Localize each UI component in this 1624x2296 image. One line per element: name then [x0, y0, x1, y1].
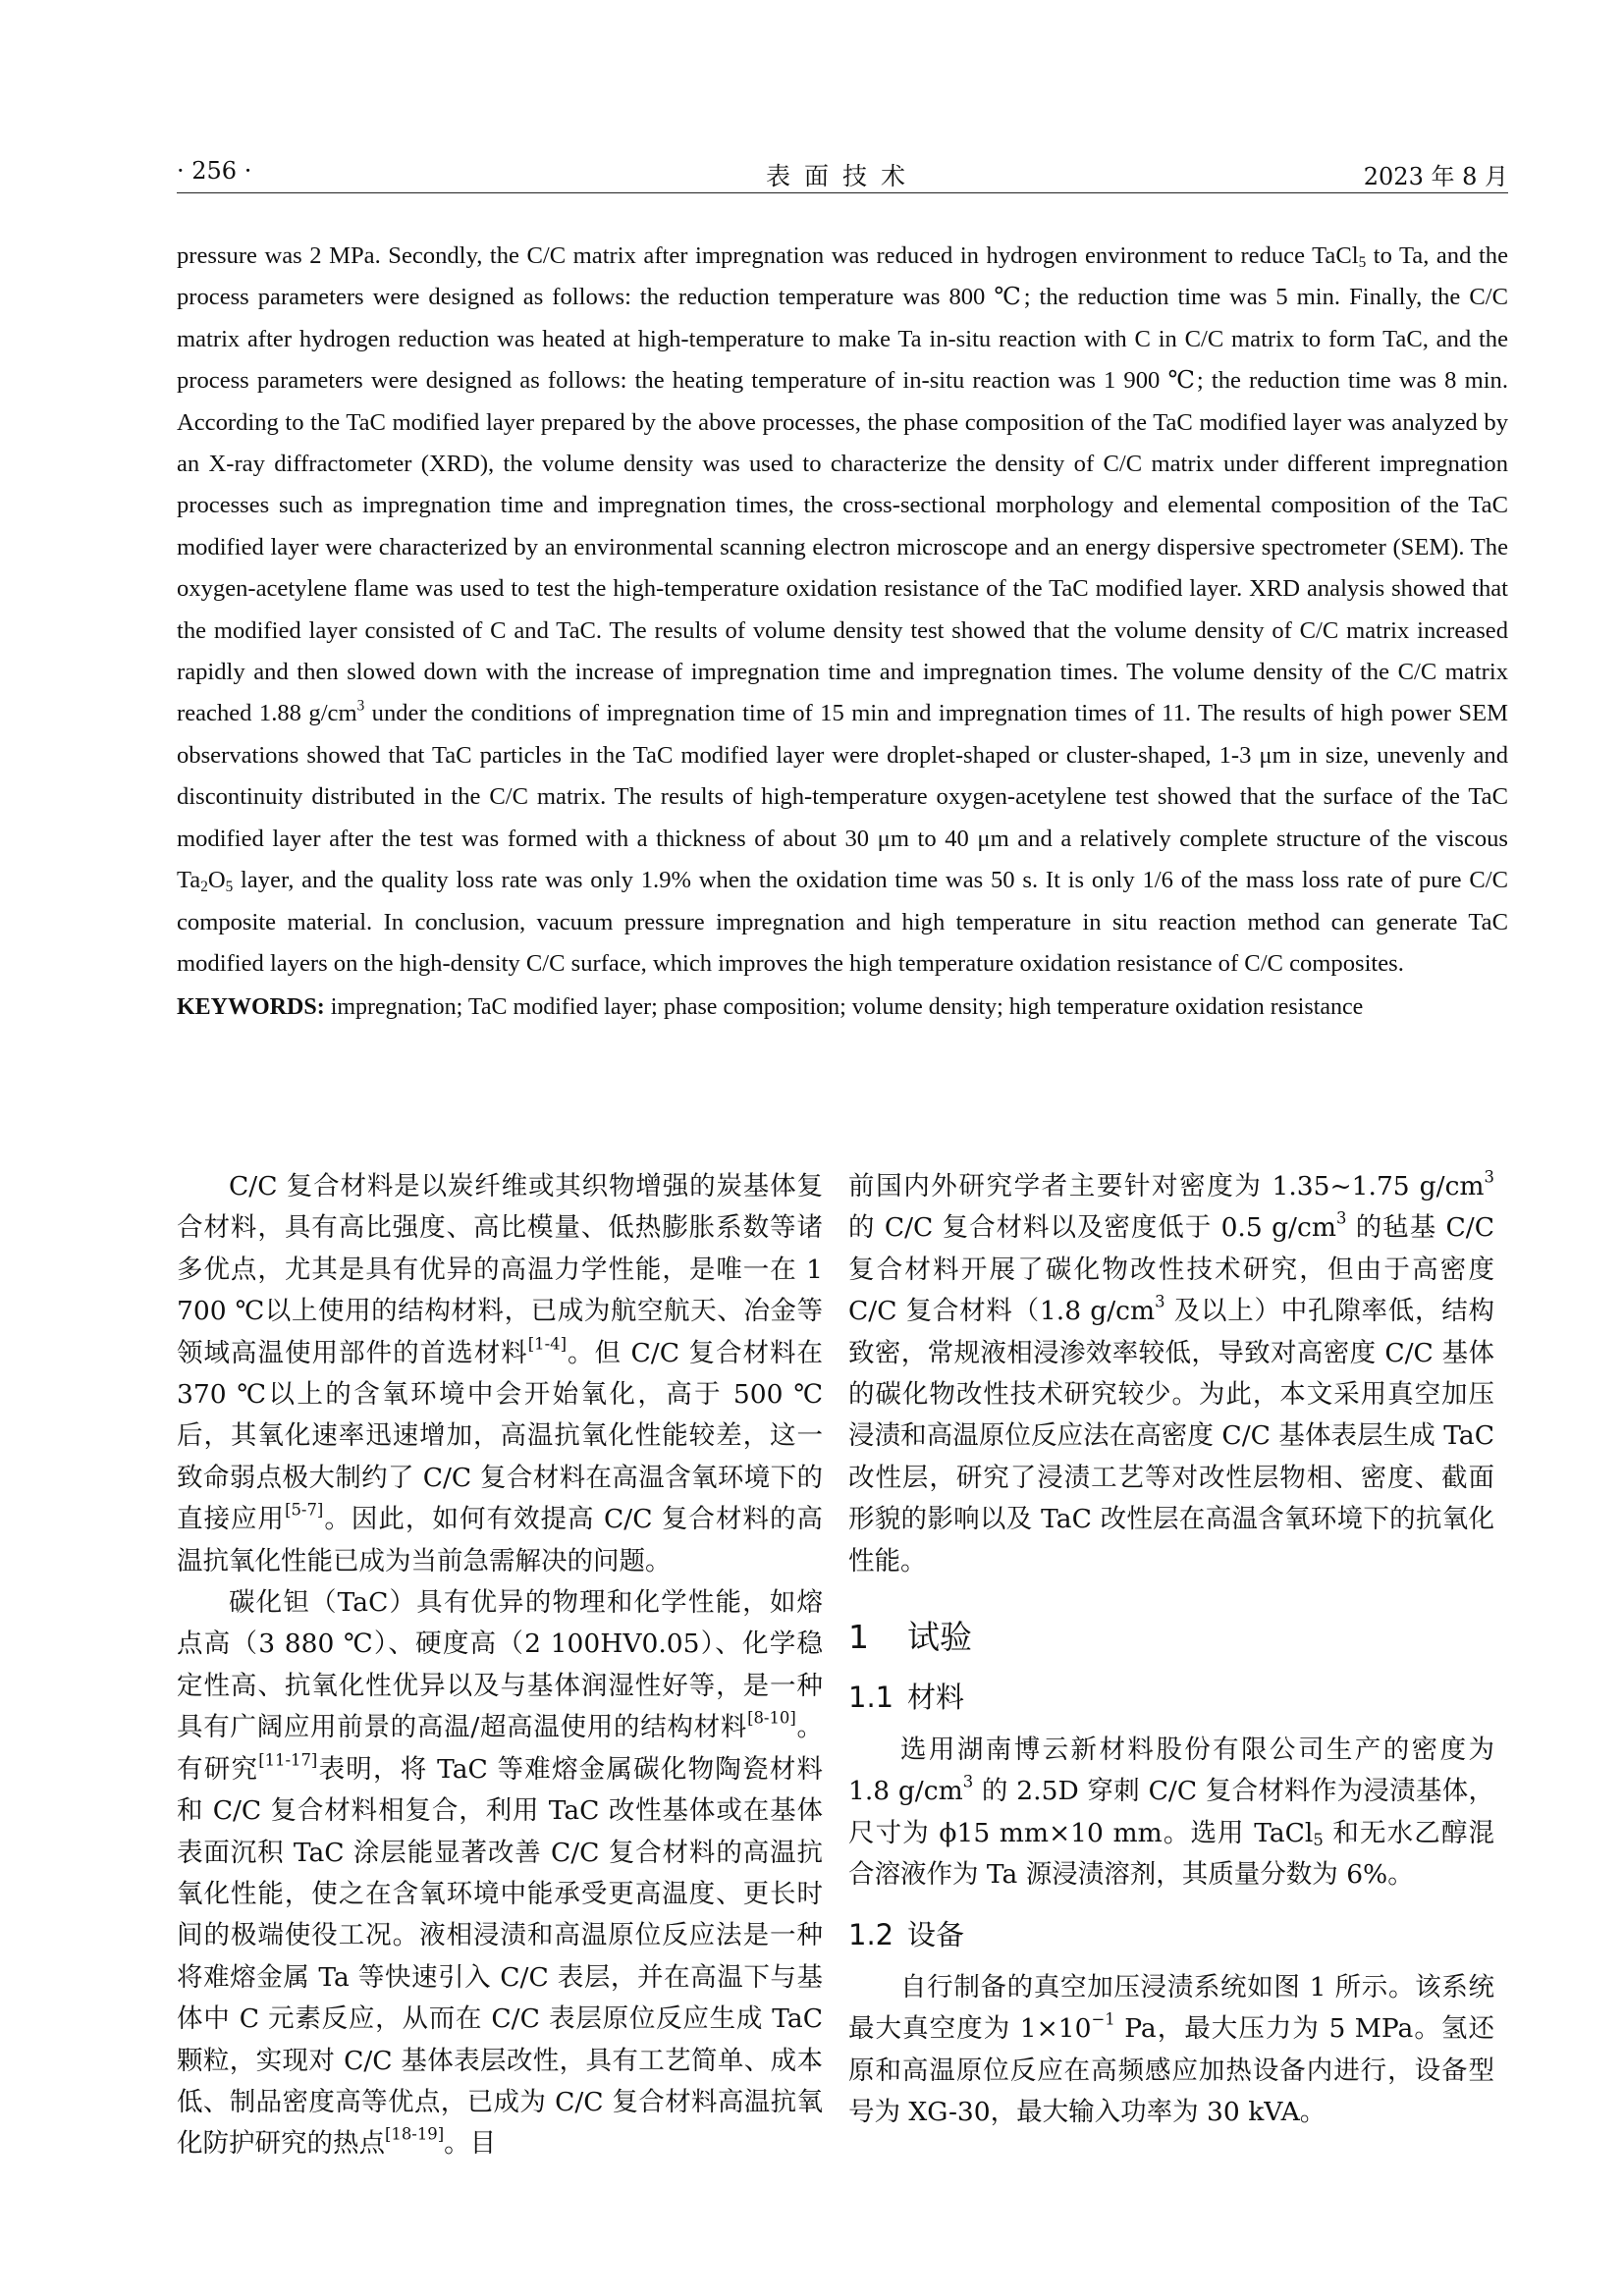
english-abstract [177, 236, 1508, 1028]
intro-paragraph-1: C/C 复合材料是以炭纤维或其织物增强的炭基体复合材料，具有高比强度、高比模量、低热膨胀系数等诸多优点，尤其是具有优异的高温力学性能，是唯一在 1 700 ℃以上使用的结构材料，已成为航空航天、冶金等领域高温使用部件的首选材料[1-4]。但 C/C 复合材料在 370 ℃以上的含氧环境中会开始氧化，高于 500 ℃后，其氧化速率迅速增加，高温抗氧化性能较差，这一致命弱点极大制约了 C/C 复合材料在高温含氧环境下的直接应用[5-7]。因此，如何有效提高 C/C 复合材料的高温抗氧化性能已成为当前急需解决的问题。 [177, 1171, 824, 1576]
keywords-line [177, 987, 1508, 1028]
keywords-text: impregnation; TaC modified layer; phase composition; volume density; high temperature oxidation resistance [324, 994, 1364, 1021]
intro-paragraph-2: 碳化钽（TaC）具有优异的物理和化学性能，如熔点高（3 880 ℃）、硬度高（2 100HV0.05）、化学稳定性高、抗氧化性优异以及与基体润湿性好等，是一种具有广阔应用前景的高温/超高温使用的结构材料[8-10]。有研究[11-17]表明，将 TaC 等难熔金属碳化物陶瓷材料和 C/C 复合材料相复合，利用 TaC 改性基体或在基体表面沉积 TaC 涂层能显著改善 C/C 复合材料的高温抗氧化性能，使之在含氧环境中能承受更高温度、更长时间的极端使役工况。液相浸渍和高温原位反应法是一种将难熔金属 Ta 等快速引入 C/C 表层，并在高温下与基体中 C 元素反应，从而在 C/C 表层原位反应生成 TaC 颗粒，实现对 C/C 基体表层改性，具有工艺简单、成本低、制品密度高等优点，已成为 C/C 复合材料高温抗氧化防护研究的热点[18-19]。目 [177, 1587, 823, 2160]
page-header [177, 157, 1508, 193]
intro-paragraph-2-cont: 前国内外研究学者主要针对密度为 1.35~1.75 $g/cm^3$ 的 C/C 复合材料以及密度低于 0.5 $g/cm^3$ 的毡基 C/C 复合材料开展了碳化物改性技术研究，但由于高密度 C/C 复合材料（1.8 $g/cm^3$ 及以上）中孔隙率低，结构致密，常规液相浸渗效率较低，导致对高密度 C/C 基体的碳化物改性技术研究较少。为此，本文采用真空加压浸渍和高温原位反应法在高密度 C/C 基体表层生成 TaC 改性层，研究了浸渍工艺等对改性层物相、密度、截面形貌的影响以及 TaC 改性层在高温含氧环境下的抗氧化性能。 [848, 1167, 1495, 1576]
right-column [848, 1166, 1494, 2133]
journal-title: 表面技术 [765, 162, 919, 190]
abstract-paragraph: pressure was 2 MPa. Secondly, the C/C matrix after impregnation was reduced in hydrogen environment to reduce TaCl$_5$ to Ta, and the process parameters were designed as follows: the reduction temperature was 800 ℃; the reduction time was 5 min. Finally, the C/C matrix after hydrogen reduction was heated at high-temperature to make Ta in-situ reaction with C in C/C matrix to form TaC, and the process parameters were designed as follows: the heating temperature of in-situ reaction was 1 900 ℃; the reduction time was 8 min. According to the TaC modified layer prepared by the above processes, the phase composition of the TaC modified layer was analyzed by an X-ray diffractometer (XRD), the volume density was used to characterize the density of C/C matrix under different impregnation processes such as impregnation time and impregnation times, the cross-sectional morphology and elemental composition of the TaC modified layer were characterized by an environmental scanning electron microscope and an energy dispersive spectrometer (SEM). The oxygen-acetylene flame was used to test the high-temperature oxidation resistance of the TaC modified layer. XRD analysis showed that the modified layer consisted of C and TaC. The results of volume density test showed that the volume density of C/C matrix increased rapidly and then slowed down with the increase of impregnation time and impregnation times. The volume density of the C/C matrix reached 1.88 $g/cm^3$ under the conditions of impregnation time of 15 min and impregnation times of 11. The results of high power SEM observations showed that TaC particles in the TaC modified layer were droplet-shaped or cluster-shaped, 1-3 μm in size, unevenly and discontinuity distributed in the C/C matrix. The results of high-temperature oxygen-acetylene test showed that the surface of the TaC modified layer after the test was formed with a thickness of about 30 μm to 40 μm and a relatively complete structure of the viscous $Ta_2O_5$ layer, and the quality loss rate was only 1.9% when the oxidation time was 50 s. It is only 1/6 of the mass loss rate of pure C/C composite material. In conclusion, vacuum pressure impregnation and high temperature in situ reaction method can generate TaC modified layers on the high-density C/C surface, which improves the high temperature oxidation resistance of C/C composites. [177, 242, 1508, 977]
issue-date: 2023 年 8 月 [1363, 163, 1508, 190]
section-heading-1-1: 1.1 材料 [848, 1681, 965, 1715]
left-column [177, 1166, 823, 2165]
keywords-label: KEYWORDS: [177, 994, 325, 1021]
equipment-paragraph: 自行制备的真空加压浸渍系统如图 1 所示。该系统最大真空度为 $1\times 10^{-1}$ Pa，最大压力为 5 MPa。氢还原和高温原位反应在高频感应加热设备内进行，设备型号为 XG-30，最大输入功率为 30 kVA。 [848, 1971, 1494, 2127]
section-heading-1: 1 试验 [848, 1618, 972, 1657]
materials-paragraph: 选用湖南博云新材料股份有限公司生产的密度为 1.8 $g/cm^3$ 的 2.5D 穿刺 C/C 复合材料作为浸渍基体，尺寸为 ϕ15 mm×10 mm。选用 TaCl$_5$ 和无水乙醇混合溶液作为 Ta 源浸渍溶剂，其质量分数为 6%。 [848, 1735, 1494, 1891]
section-heading-1-2: 1.2 设备 [848, 1917, 965, 1951]
page-number: · 256 · [177, 157, 252, 185]
